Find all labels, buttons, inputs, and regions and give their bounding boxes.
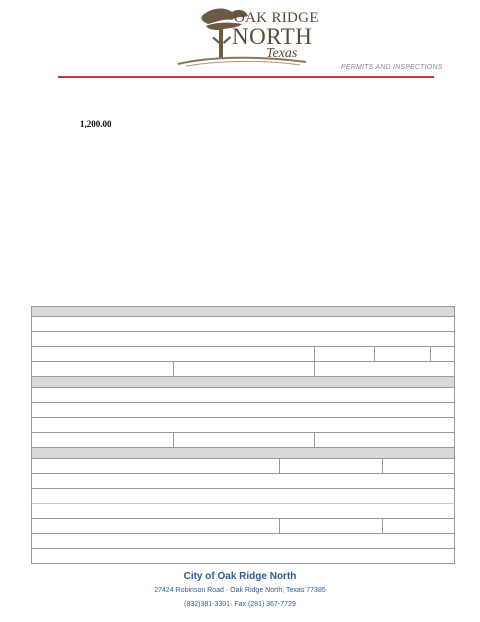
- cell-divider: [314, 362, 315, 376]
- form-field-row[interactable]: [31, 474, 455, 489]
- footer-city-name: City of Oak Ridge North: [183, 571, 297, 582]
- header-divider: [58, 76, 434, 78]
- cell-divider: [279, 519, 280, 533]
- form-field-row[interactable]: [31, 403, 455, 418]
- form-field-row[interactable]: [31, 388, 455, 403]
- form-field-row[interactable]: [31, 332, 455, 347]
- form-field-row[interactable]: [31, 504, 455, 519]
- fee-amount: 1,200.00: [80, 119, 112, 129]
- logo-title-line2: NORTH: [232, 24, 313, 49]
- form-field-row[interactable]: [31, 362, 455, 377]
- form-section-header: [31, 377, 455, 388]
- form-field-row[interactable]: [31, 549, 455, 564]
- cell-divider: [314, 433, 315, 447]
- cell-divider: [382, 459, 383, 473]
- cell-divider: [173, 362, 174, 376]
- footer-address: 27424 Robinson Road · Oak Ridge North, Texas 77385: [154, 587, 326, 594]
- logo-title-line1: OAK RIDGE: [234, 10, 319, 26]
- form-field-row[interactable]: [31, 418, 455, 433]
- department-label: PERMITS AND INSPECTIONS: [341, 64, 443, 71]
- form-section-header: [31, 306, 455, 317]
- cell-divider: [382, 519, 383, 533]
- form-section-header: [31, 448, 455, 459]
- form-field-row[interactable]: [31, 519, 455, 534]
- cell-divider: [279, 459, 280, 473]
- form-field-row[interactable]: [31, 317, 455, 332]
- cell-divider: [314, 347, 315, 361]
- form-field-row[interactable]: [31, 347, 455, 362]
- form-field-row[interactable]: [31, 489, 455, 504]
- form-field-row[interactable]: [31, 459, 455, 474]
- permit-form-table: [31, 306, 455, 564]
- cell-divider: [173, 433, 174, 447]
- logo-title-line3: Texas: [266, 46, 298, 61]
- form-field-row[interactable]: [31, 534, 455, 549]
- footer-phone: (832)381-3301· Fax (281) 367-7729: [184, 601, 296, 608]
- cell-divider: [374, 347, 375, 361]
- form-field-row[interactable]: [31, 433, 455, 448]
- cell-divider: [430, 347, 431, 361]
